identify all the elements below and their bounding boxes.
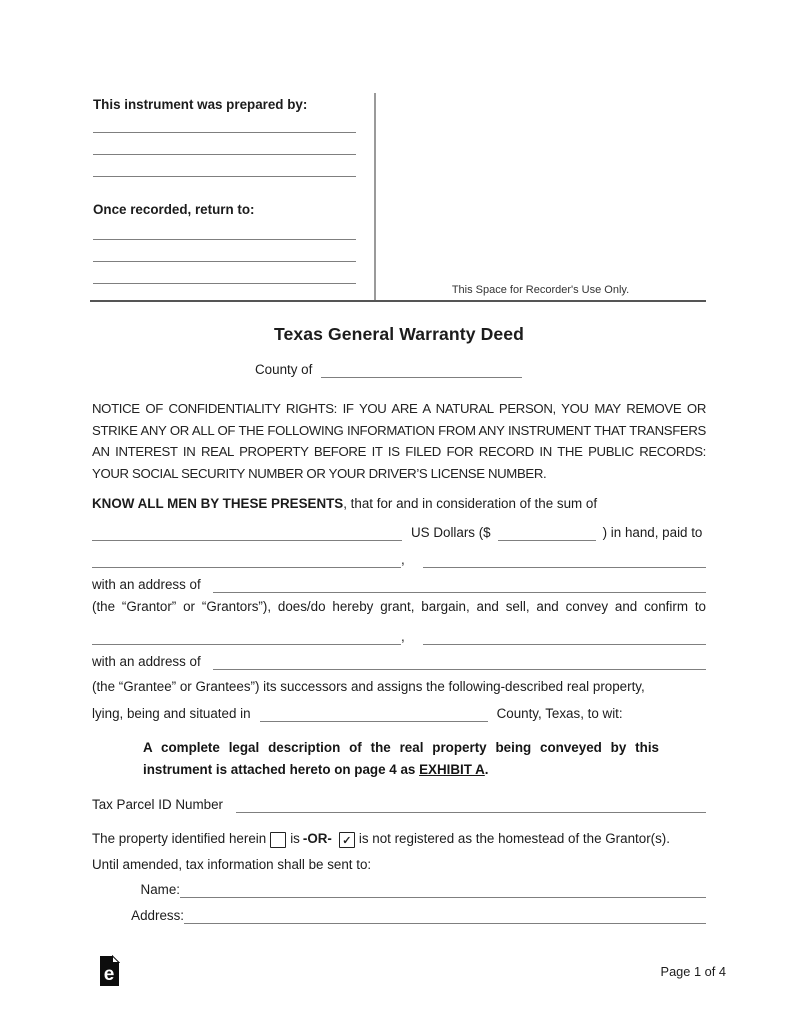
grantor-address-label: with an address of [92, 577, 201, 592]
name-label: Name: [140, 882, 180, 897]
county-input-line[interactable] [321, 360, 522, 378]
grantee-name-row [92, 627, 706, 645]
presents-rest: , that for and in consideration of the sum of [343, 496, 598, 511]
prepared-by-label: This instrument was prepared by: [93, 97, 308, 112]
recorder-area-rule [90, 300, 706, 302]
grantee-address-line[interactable] [213, 652, 706, 670]
tax-parcel-line[interactable] [236, 795, 706, 813]
legal-description-paragraph [143, 737, 659, 780]
county-label: County of [255, 362, 313, 377]
us-dollars-label: US Dollars ($ [411, 525, 491, 540]
prepared-by-line-3[interactable] [93, 176, 356, 177]
legal-description-period: . [484, 761, 489, 777]
situated-label: lying, being and situated in [92, 706, 251, 721]
page-number: Page 1 of 4 [660, 964, 726, 979]
homestead-row [92, 830, 712, 847]
situated-county-line[interactable] [260, 704, 488, 722]
eforms-logo-icon [99, 955, 120, 987]
tax-parcel-row [92, 795, 706, 813]
homestead-suffix: is not registered as the homestead of the Grantor(s). [358, 831, 670, 846]
homestead-is-not-checkbox[interactable] [339, 832, 355, 848]
amount-numeric-line[interactable] [498, 523, 596, 541]
county-row [255, 360, 522, 378]
grantee-clause: (the “Grantee” or Grantees”) its successors and assigns the following-described real property, [92, 679, 645, 694]
situated-row [92, 704, 706, 722]
tax-address-row [92, 906, 706, 924]
presents-bold: KNOW ALL MEN BY THESE PRESENTS [92, 496, 344, 511]
homestead-prefix: The property identified herein [92, 831, 267, 846]
consideration-row [92, 523, 706, 541]
grantee-name-line-2[interactable] [423, 627, 706, 645]
page-title: Texas General Warranty Deed [273, 324, 525, 344]
grantee-name-line-1[interactable] [92, 627, 401, 645]
comma-separator: , [401, 552, 405, 567]
grantor-name-line-1[interactable] [92, 550, 401, 568]
address-line[interactable] [184, 906, 706, 924]
grantee-address-row [92, 652, 706, 670]
amount-words-line[interactable] [92, 523, 402, 541]
address-label: Address: [131, 908, 184, 923]
homestead-is-label: is [290, 831, 300, 846]
notice-paragraph: NOTICE OF CONFIDENTIALITY RIGHTS: IF YOU ARE A NATURAL PERSON, YOU MAY REMOVE OR STRIKE ANY OR ALL OF THE FOLLOWING INFORMATION FROM ANY INSTRUMENT THAT TRANSFERS AN INTEREST IN REAL PROPERTY BEFORE IT IS FILED FOR RECORD IN THE PUBLIC RECORDS: YOUR SOCIAL SECURITY NUMBER OR YOUR DRIVER’S LICENSE NUMBER. [92, 401, 706, 481]
presents-line [92, 495, 712, 512]
grantee-address-label: with an address of [92, 654, 201, 669]
recorder-note: This Space for Recorder's Use Only. [451, 284, 630, 296]
return-to-line-3[interactable] [93, 283, 356, 284]
homestead-or-label: -OR- [302, 831, 332, 846]
grantor-address-row [92, 575, 706, 593]
return-to-label: Once recorded, return to: [93, 202, 255, 217]
situated-suffix: County, Texas, to wit: [496, 706, 623, 721]
check-icon: ✓ [342, 835, 352, 847]
prepared-by-line-1[interactable] [93, 132, 356, 133]
tax-name-row [92, 880, 706, 898]
comma-separator: , [401, 629, 405, 644]
until-amended-label: Until amended, tax information shall be sent to: [92, 857, 372, 872]
tax-parcel-label: Tax Parcel ID Number [92, 797, 223, 812]
exhibit-a-reference: EXHIBIT A [419, 761, 485, 777]
grantor-name-row [92, 550, 706, 568]
homestead-is-checkbox[interactable] [270, 832, 286, 848]
eforms-logo-letter: e [103, 964, 115, 985]
legal-description-text: A complete legal description of the real property being conveyed by this instrument is attached hereto on page 4 as [143, 740, 659, 777]
grantor-address-line[interactable] [213, 575, 706, 593]
recorder-area-divider [374, 93, 376, 302]
return-to-line-1[interactable] [93, 239, 356, 240]
in-hand-label: ) in hand, paid to [602, 525, 703, 540]
name-line[interactable] [180, 880, 706, 898]
prepared-by-line-2[interactable] [93, 154, 356, 155]
return-to-line-2[interactable] [93, 261, 356, 262]
grantor-clause: (the “Grantor” or “Grantors”), does/do hereby grant, bargain, and sell, and convey and confirm to [92, 599, 706, 614]
grantor-name-line-2[interactable] [423, 550, 706, 568]
eforms-logo [99, 955, 120, 992]
